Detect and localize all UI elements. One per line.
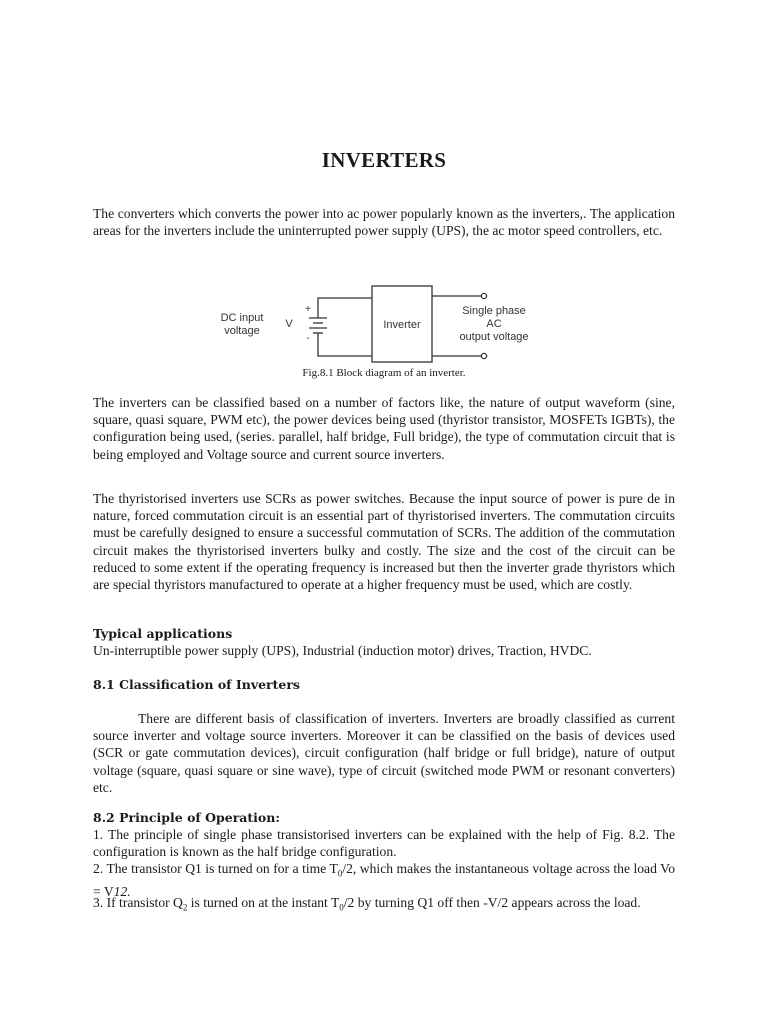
item-2-text-b: /2, which makes the instantaneous voltage across the load Vo = V [93,861,676,899]
intro-paragraph: The converters which converts the power into ac power popularly known as the inverters,. The application areas for the inverters include the uninterrupted power supply (UPS), the ac motor speed controllers, etc. [93,206,675,239]
item-3-subscript-1: 2 [182,902,188,913]
output-label-line3: output voltage [459,331,529,343]
item-3-text-b: is turned on at the instant T [187,895,340,910]
typical-applications-text: Un-interruptible power supply (UPS), Industrial (induction motor) drives, Traction, HVDC. [93,643,592,658]
item-2-subscript: 0 [337,868,343,879]
plus-sign: + [305,304,311,315]
minus-sign: - [306,333,310,344]
item-2-text-a: 2. The transistor Q1 is turned on for a time T [93,861,338,876]
principle-item-3 [93,894,675,917]
section-8-1-heading: 8.1 Classification of Inverters [93,677,300,692]
output-label-line2: AC [486,318,502,330]
inverter-block-label: Inverter [383,319,421,331]
section-8-2-heading: 8.2 Principle of Operation: [93,810,280,825]
page-title: INVERTERS [321,148,447,172]
figure-caption: Fig.8.1 Block diagram of an inverter. [302,367,466,379]
item-3-text-c: /2 by turning Q1 off then -V/2 appears across the load. [343,895,641,910]
dc-input-label-line2: voltage [224,325,260,337]
item-2-text-c: 12. [113,883,131,899]
battery-symbol [309,298,372,356]
voltage-v-label: V [285,318,293,330]
item-3-subscript-2: 0 [339,902,344,913]
output-label-line1: Single phase [462,305,526,317]
section-8-1-paragraph: There are different basis of classification of inverters. Inverters are broadly classified as current source inverter and voltage source inverters. Moreover it can be classified on the basis of devices used (SCR or gate commutation devices), circuit configuration (half bridge or full bridge), nature of output voltage (square, quasi square or sine wave), type of circuit (switched mode PWM or resonant converters) etc. [93,711,675,795]
output-label [459,305,528,343]
thyristor-paragraph: The thyristorised inverters use SCRs as power switches. Because the input source of power is pure de in nature, forced commutation circuit is an essential part of thyristorised inverters. The commutation circuits must be carefully designed to ensure a successful commutation of SCRs. The addition of the commutation circuit makes the thyristorised inverters bulky and costly. The size and the cost of the circuit can be reduced to some extent if the operating frequency is increased but then the inverter grade thyristors which are special thyristors manufactured to operate at a higher frequency must be used, which are costly. [93,491,675,593]
dc-input-label [221,312,264,337]
output-terminals [432,293,487,358]
typical-applications-heading: Typical applications [93,626,233,641]
inverter-block-diagram [210,284,550,364]
item-3-text-a: 3. If transistor Q [93,895,183,910]
dc-input-label-line1: DC input [220,312,264,324]
principle-item-1: 1. The principle of single phase transistorised inverters can be explained with the help of Fig. 8.2. The configuration is known as the half bridge configuration. [93,827,675,860]
classification-intro-paragraph: The inverters can be classified based on a number of factors like, the nature of output waveform (sine, square, quasi square, PWM etc), the power devices being used (thyristor transistor, MOSFETs IGBTs), the configuration being used, (series. parallel, half bridge, Full bridge), the type of commutation circuit that is being employed and Voltage source and current source inverters. [93,395,675,462]
